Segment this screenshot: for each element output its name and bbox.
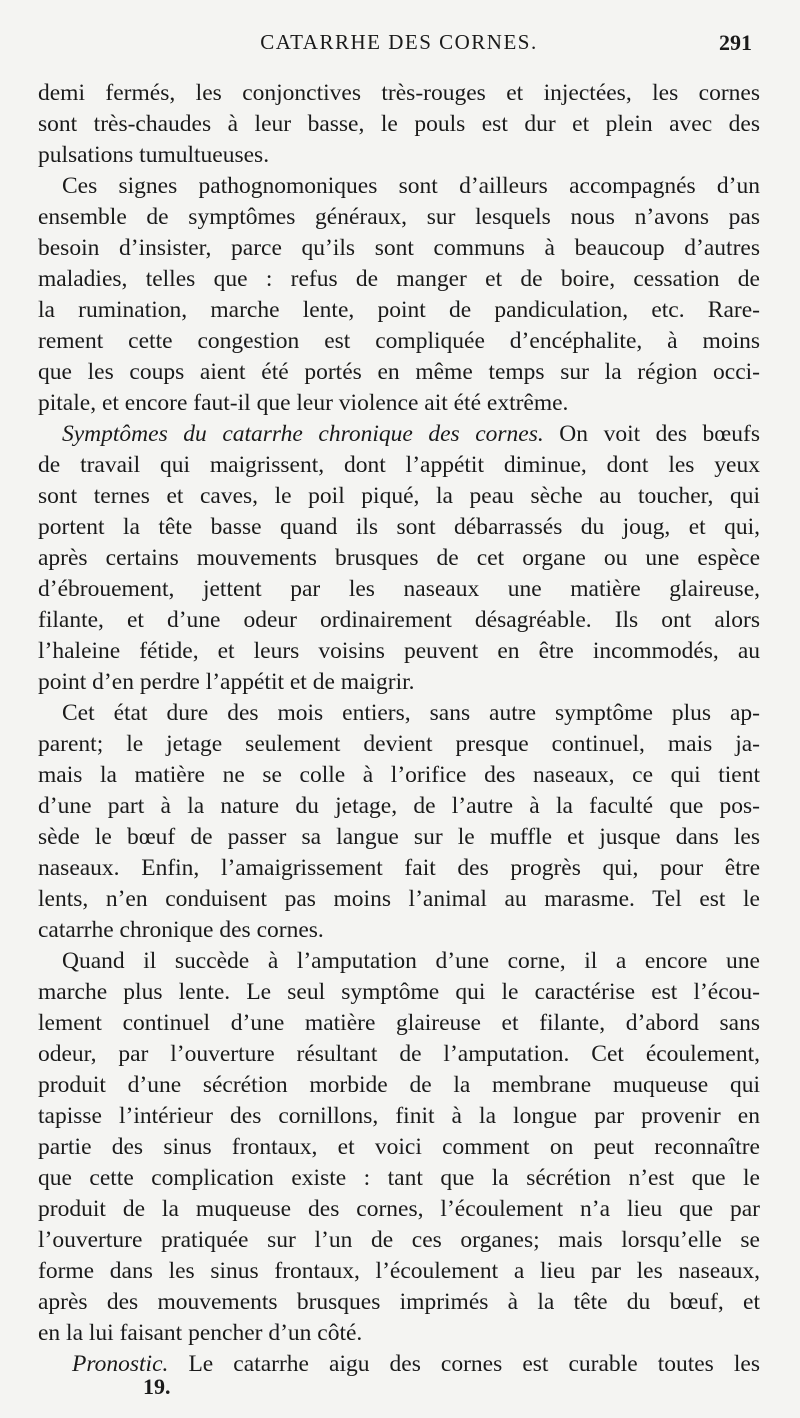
text-line: ensemble de symptômes généraux, sur lesquels nous n’avons pas <box>38 204 760 230</box>
text-line: après des mouvements brusques imprimés à la tête du bœuf, et <box>38 1289 760 1315</box>
text-line: lents, n’en conduisent pas moins l’animal au marasme. Tel est le <box>38 886 760 912</box>
text-line: après certains mouvements brusques de cet organe ou une espèce <box>38 545 760 571</box>
body-text <box>38 78 760 1380</box>
paragraph-start-line: Quand il succède à l’amputation d’une corne, il a encore une <box>62 948 760 974</box>
text-line: que cette complication existe : tant que la sécrétion n’est que le <box>38 1165 760 1191</box>
text-line: filante, et d’une odeur ordinairement désagréable. Ils ont alors <box>38 607 760 633</box>
paragraph-start-line <box>38 419 760 450</box>
text-line: d’ébrouement, jettent par les naseaux une matière glaireuse, <box>38 576 760 602</box>
text-line: naseaux. Enfin, l’amaigrissement fait des progrès qui, pour être <box>38 855 760 881</box>
text-line: sont très-chaudes à leur basse, le pouls est dur et plein avec des <box>38 111 760 137</box>
text-line: portent la tête basse quand ils sont débarrassés du joug, et qui, <box>38 514 760 540</box>
text-line: point d’en perdre l’appétit et de maigrir. <box>38 669 415 695</box>
text-line: mais la matière ne se colle à l’orifice des naseaux, ce qui tient <box>38 762 760 788</box>
text-line: pitale, et encore faut-il que leur violence ait été extrême. <box>38 390 569 416</box>
text-line: maladies, telles que : refus de manger et de boire, cessation de <box>38 266 760 292</box>
text-line: l’ouverture pratiquée sur l’un de ces organes; mais lorsqu’elle se <box>38 1227 760 1253</box>
text-line: de travail qui maigrissent, dont l’appétit diminue, dont les yeux <box>38 452 760 478</box>
text-line: sède le bœuf de passer sa langue sur le muffle et jusque dans les <box>38 824 760 850</box>
text-line: d’une part à la nature du jetage, de l’autre à la faculté que pos- <box>38 793 760 819</box>
text-line: sont ternes et caves, le poil piqué, la peau sèche au toucher, qui <box>38 483 760 509</box>
text-line: partie des sinus frontaux, et voici comment on peut reconnaître <box>38 1134 760 1160</box>
signature-mark: 19. <box>143 1374 171 1399</box>
text-span: Le catarrhe aigu des cornes est curable toutes les <box>168 1351 760 1377</box>
text-line: en la lui faisant pencher d’un côté. <box>38 1320 363 1346</box>
text-line: odeur, par l’ouverture résultant de l’amputation. Cet écoulement, <box>38 1041 760 1067</box>
text-line: marche plus lente. Le seul symptôme qui le caractérise est l’écou- <box>38 979 760 1005</box>
text-line: produit de la muqueuse des cornes, l’écoulement n’a lieu que par <box>38 1196 760 1222</box>
paragraph-start-line: Ces signes pathognomoniques sont d’ailleurs accompagnés d’un <box>62 173 760 199</box>
text-line: catarrhe chronique des cornes. <box>38 917 324 943</box>
text-line: besoin d’insister, parce qu’ils sont communs à beaucoup d’autres <box>38 235 760 261</box>
text-line: lement continuel d’une matière glaireuse et filante, d’abord sans <box>38 1010 760 1036</box>
section-heading: Symptômes du catarrhe chronique des cornes. <box>62 421 544 447</box>
text-line: pulsations tumultueuses. <box>38 142 270 168</box>
paragraph-start-line: Cet état dure des mois entiers, sans autre symptôme plus ap- <box>62 700 760 726</box>
text-line: la rumination, marche lente, point de pandiculation, etc. Rare- <box>38 297 760 323</box>
running-head: CATARRHE DES CORNES. <box>260 30 538 54</box>
text-span: On voit des bœufs <box>543 421 760 447</box>
section-heading: Pronostic. <box>72 1351 169 1377</box>
text-line: parent; le jetage seulement devient presque continuel, mais ja- <box>38 731 760 757</box>
page-number: 291 <box>719 30 752 55</box>
page-header <box>38 30 760 64</box>
text-line: forme dans les sinus frontaux, l’écoulement a lieu par les naseaux, <box>38 1258 760 1284</box>
text-line: produit d’une sécrétion morbide de la membrane muqueuse qui <box>38 1072 760 1098</box>
text-line: que les coups aient été portés en même temps sur la région occi- <box>38 359 760 385</box>
text-line: l’haleine fétide, et leurs voisins peuvent en être incommodés, au <box>38 638 760 664</box>
text-line: demi fermés, les conjonctives très-rouges et injectées, les cornes <box>38 80 760 106</box>
text-line: rement cette congestion est compliquée d’encéphalite, à moins <box>38 328 760 354</box>
text-line: tapisse l’intérieur des cornillons, finit à la longue par provenir en <box>38 1103 760 1129</box>
